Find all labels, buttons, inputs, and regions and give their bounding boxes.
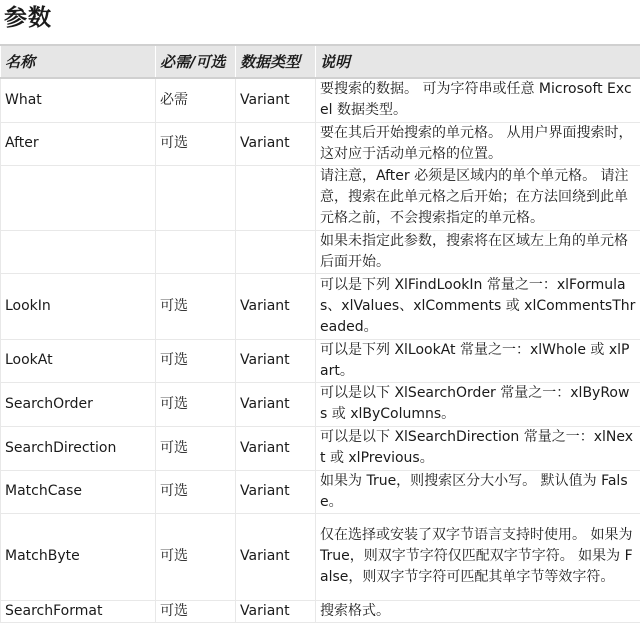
cell-required: 可选 bbox=[156, 122, 236, 165]
table-header-row bbox=[1, 45, 640, 78]
cell-desc: 要搜索的数据。 可为字符串或任意 Microsoft Excel 数据类型。 bbox=[316, 78, 640, 122]
cell-type: Variant bbox=[236, 382, 316, 426]
table-row bbox=[1, 273, 640, 339]
cell-required: 可选 bbox=[156, 273, 236, 339]
cell-type: Variant bbox=[236, 78, 316, 122]
cell-desc: 如果未指定此参数，搜索将在区域左上角的单元格后面开始。 bbox=[316, 230, 640, 273]
cell-type: Variant bbox=[236, 122, 316, 165]
header-name: 名称 bbox=[1, 45, 156, 78]
cell-desc: 可以是以下 XlSearchDirection 常量之一：xlNext 或 xlPrevious。 bbox=[316, 426, 640, 470]
cell-required: 可选 bbox=[156, 382, 236, 426]
cell-name: SearchDirection bbox=[1, 426, 156, 470]
cell-type bbox=[236, 230, 316, 273]
cell-name: SearchFormat bbox=[1, 600, 156, 622]
cell-desc: 可以是下列 XlFindLookIn 常量之一：xlFormulas、xlValues、xlComments 或 xlCommentsThreaded。 bbox=[316, 273, 640, 339]
table-row bbox=[1, 382, 640, 426]
cell-name: SearchOrder bbox=[1, 382, 156, 426]
table-row bbox=[1, 470, 640, 513]
cell-name bbox=[1, 165, 156, 230]
cell-type: Variant bbox=[236, 339, 316, 382]
cell-type: Variant bbox=[236, 513, 316, 600]
cell-name: MatchCase bbox=[1, 470, 156, 513]
cell-type: Variant bbox=[236, 470, 316, 513]
table-row bbox=[1, 600, 640, 622]
cell-name: LookIn bbox=[1, 273, 156, 339]
cell-desc: 请注意，After 必须是区域内的单个单元格。 请注意，搜索在此单元格之后开始；在方法回绕到此单元格之前，不会搜索指定的单元格。 bbox=[316, 165, 640, 230]
cell-desc: 可以是以下 XlSearchOrder 常量之一：xlByRows 或 xlByColumns。 bbox=[316, 382, 640, 426]
cell-desc: 要在其后开始搜索的单元格。 从用户界面搜索时，这对应于活动单元格的位置。 bbox=[316, 122, 640, 165]
cell-desc: 搜索格式。 bbox=[316, 600, 640, 622]
cell-type: Variant bbox=[236, 600, 316, 622]
page-title: 参数 bbox=[4, 3, 52, 33]
cell-type: Variant bbox=[236, 426, 316, 470]
table-row bbox=[1, 230, 640, 273]
table-row bbox=[1, 122, 640, 165]
cell-name: What bbox=[1, 78, 156, 122]
cell-type: Variant bbox=[236, 273, 316, 339]
cell-required bbox=[156, 230, 236, 273]
table-row bbox=[1, 513, 640, 600]
cell-name: MatchByte bbox=[1, 513, 156, 600]
table-row bbox=[1, 78, 640, 122]
cell-desc: 如果为 True，则搜索区分大小写。 默认值为 False。 bbox=[316, 470, 640, 513]
cell-name: LookAt bbox=[1, 339, 156, 382]
parameters-table bbox=[0, 44, 640, 623]
header-desc: 说明 bbox=[316, 45, 640, 78]
table-row bbox=[1, 339, 640, 382]
cell-required: 可选 bbox=[156, 470, 236, 513]
cell-required bbox=[156, 165, 236, 230]
cell-desc: 仅在选择或安装了双字节语言支持时使用。 如果为 True，则双字节字符仅匹配双字节字符。 如果为 False，则双字节字符可匹配其单字节等效字符。 bbox=[316, 513, 640, 600]
cell-type bbox=[236, 165, 316, 230]
header-type: 数据类型 bbox=[236, 45, 316, 78]
cell-required: 可选 bbox=[156, 600, 236, 622]
header-required: 必需/可选 bbox=[156, 45, 236, 78]
table-row bbox=[1, 426, 640, 470]
cell-name bbox=[1, 230, 156, 273]
cell-desc: 可以是下列 XlLookAt 常量之一：xlWhole 或 xlPart。 bbox=[316, 339, 640, 382]
cell-required: 可选 bbox=[156, 426, 236, 470]
cell-name: After bbox=[1, 122, 156, 165]
cell-required: 必需 bbox=[156, 78, 236, 122]
cell-required: 可选 bbox=[156, 339, 236, 382]
table-row bbox=[1, 165, 640, 230]
cell-required: 可选 bbox=[156, 513, 236, 600]
